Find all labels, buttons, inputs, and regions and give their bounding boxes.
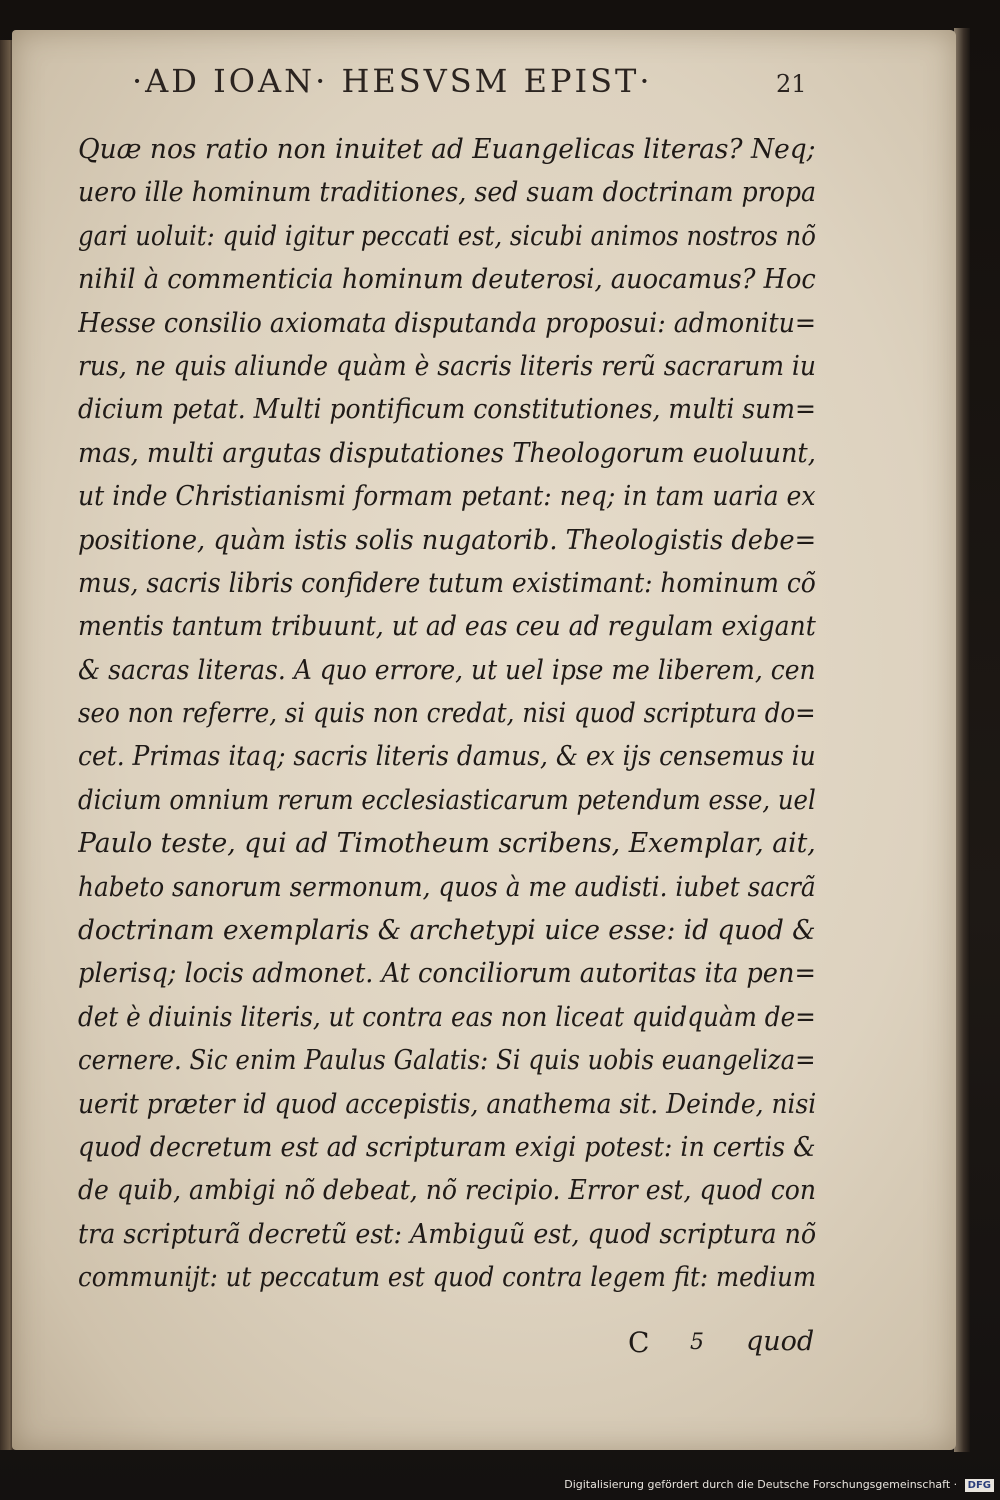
text-line: det è diuinis literis, ut contra eas non liceat quidquàm de= bbox=[78, 1001, 816, 1033]
text-line: positione, quàm istis solis nugatorib. Theologistis debe= bbox=[78, 524, 817, 556]
text-line: mentis tantum tribuunt, ut ad eas ceu ad regulam exigant bbox=[78, 611, 816, 643]
text-line: rus, ne quis aliunde quàm è sacris literis rerũ sacrarum iu bbox=[78, 350, 817, 382]
body-text bbox=[78, 128, 818, 1300]
signature-mark: C bbox=[628, 1326, 650, 1359]
text-line: dicium omnium rerum ecclesiasticarum petendum esse, uel bbox=[78, 784, 816, 816]
text-line: dicium petat. Multi pontificum constitutiones, multi sum= bbox=[78, 394, 816, 426]
running-head: ·AD IOAN· HESVSM EPIST· bbox=[132, 62, 653, 100]
text-line: seo non referre, si quis non credat, nisi quod scriptura do= bbox=[78, 698, 816, 730]
text-line: mas, multi argutas disputationes Theologorum euoluunt, bbox=[78, 437, 816, 469]
text-line: nihil à commenticia hominum deuterosi, auocamus? Hoc bbox=[78, 264, 816, 296]
dfg-logo: DFG bbox=[965, 1479, 994, 1492]
credit-text: Digitalisierung gefördert durch die Deutsche Forschungsgemeinschaft · bbox=[564, 1478, 958, 1491]
text-line: habeto sanorum sermonum, quos à me audisti. iubet sacrã bbox=[78, 871, 816, 903]
text-line: Quæ nos ratio non inuitet ad Euangelicas literas? Neq; bbox=[78, 134, 816, 165]
text-line: communijt: ut peccatum est quod contra legem fit: medium bbox=[78, 1262, 817, 1294]
page-header bbox=[110, 62, 830, 106]
text-line: plerisq; locis admonet. At conciliorum autoritas ita pen= bbox=[78, 958, 816, 990]
text-line: uero ille hominum traditiones, sed suam doctrinam propa bbox=[78, 177, 817, 209]
catch-row bbox=[78, 1326, 818, 1366]
text-line: gari uoluit: quid igitur peccati est, sicubi animos nostros nõ bbox=[78, 220, 816, 252]
text-line: cernere. Sic enim Paulus Galatis: Si quis uobis euangeliza= bbox=[78, 1045, 816, 1077]
text-line: uerit præter id quod accepistis, anathema sit. Deinde, nisi bbox=[78, 1088, 817, 1120]
digitization-credit bbox=[560, 1478, 994, 1496]
signature-number: 5 bbox=[690, 1330, 704, 1355]
text-line: de quib, ambigi nõ debeat, nõ recipio. Error est, quod con bbox=[78, 1175, 816, 1207]
text-line: quod decretum est ad scripturam exigi potest: in certis & bbox=[78, 1131, 816, 1163]
page-number: 21 bbox=[776, 70, 807, 98]
text-line: ut inde Christianismi formam petant: neq; in tam uaria ex bbox=[78, 481, 816, 513]
text-line: & sacras literas. A quo errore, ut uel ipse me liberem, cen bbox=[78, 654, 816, 686]
catchword: quod bbox=[746, 1326, 815, 1357]
page-edge-shadow bbox=[954, 28, 970, 1452]
text-line: doctrinam exemplaris & archetypi uice esse: id quod & bbox=[78, 915, 816, 947]
text-line: Paulo teste, qui ad Timotheum scribens, Exemplar, ait, bbox=[78, 828, 816, 860]
text-line: tra scripturã decretũ est: Ambiguũ est, quod scriptura nõ bbox=[78, 1218, 817, 1250]
text-line: mus, sacris libris confidere tutum existimant: hominum cõ bbox=[78, 567, 816, 599]
text-line: Hesse consilio axiomata disputanda proposui: admonitu= bbox=[78, 307, 817, 339]
text-line: cet. Primas itaq; sacris literis damus, & ex ijs censemus iu bbox=[78, 741, 816, 773]
